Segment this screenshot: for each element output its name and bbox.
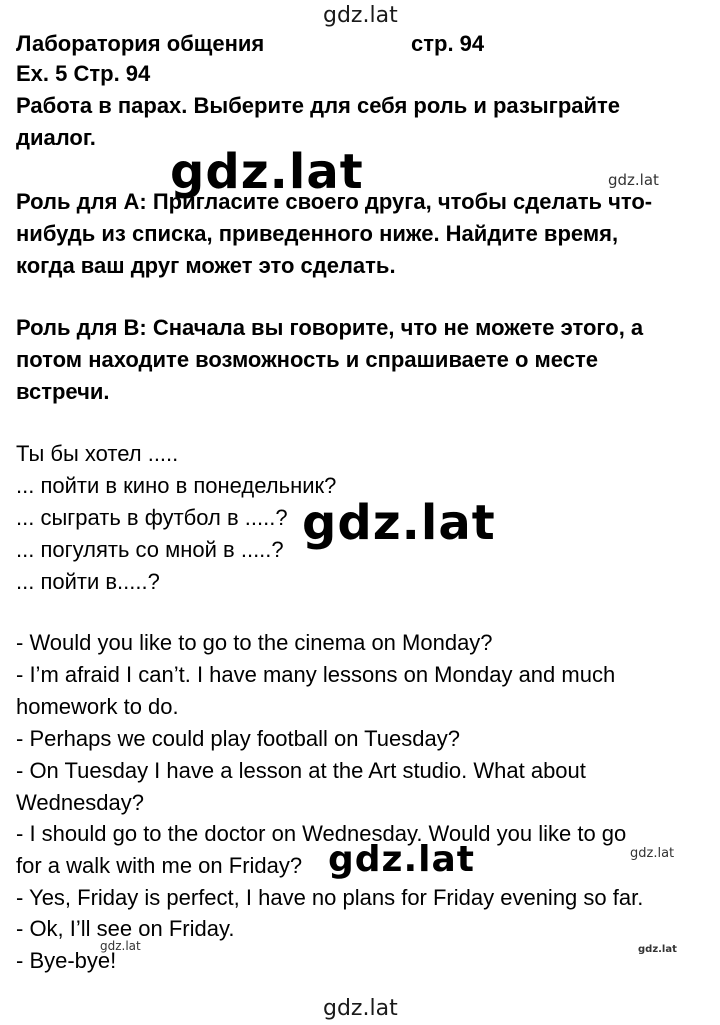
role-a-line-1: Роль для А: Пригласите своего друга, чтобы сделать что- xyxy=(16,189,653,214)
variant-item: ... погулять со мной в .....? xyxy=(16,537,284,562)
task-instruction-line-2: диалог. xyxy=(16,125,96,150)
role-a-line-2: нибудь из списка, приведенного ниже. Найдите время, xyxy=(16,221,619,246)
task-instruction-line-1: Работа в парах. Выберите для себя роль и разыграйте xyxy=(16,93,621,118)
watermark-top: gdz.lat xyxy=(323,3,398,28)
watermark-small: gdz.lat xyxy=(638,944,677,955)
role-b-line-2: потом находите возможность и спрашиваете о месте xyxy=(16,347,599,372)
watermark-small: gdz.lat xyxy=(608,171,659,189)
watermark-large: gdz.lat xyxy=(302,495,496,551)
role-b-line-3: встречи. xyxy=(16,379,110,404)
dialogue-line: - Would you like to go to the cinema on Monday? xyxy=(16,630,493,655)
dialogue-line: for a walk with me on Friday? xyxy=(16,853,303,878)
role-a-line-3: когда ваш друг может это сделать. xyxy=(16,253,396,278)
section-title: Лаборатория общения xyxy=(16,31,265,56)
dialogue-line: - On Tuesday I have a lesson at the Art studio. What about xyxy=(16,758,586,783)
dialogue-line: - I should go to the doctor on Wednesday. Would you like to go xyxy=(16,821,627,846)
dialogue-line: homework to do. xyxy=(16,694,179,719)
role-b-line-1: Роль для В: Сначала вы говорите, что не можете этого, а xyxy=(16,315,644,340)
variant-item: ... пойти в кино в понедельник? xyxy=(16,473,337,498)
variant-item: ... сыграть в футбол в .....? xyxy=(16,505,288,530)
variant-item: ... пойти в.....? xyxy=(16,569,160,594)
watermark-bottom: gdz.lat xyxy=(323,996,398,1021)
watermark-large: gdz.lat xyxy=(328,839,476,880)
dialogue-line: Wednesday? xyxy=(16,790,145,815)
exercise-label: Ex. 5 Стр. 94 xyxy=(16,61,151,86)
dialogue-line: - Yes, Friday is perfect, I have no plans for Friday evening so far. xyxy=(16,885,644,910)
dialogue-line: - Perhaps we could play football on Tuesday? xyxy=(16,726,460,751)
dialogue-line: - Bye-bye! xyxy=(16,948,117,973)
variants-intro: Ты бы хотел ..... xyxy=(16,441,179,466)
watermark-small: gdz.lat xyxy=(630,846,675,861)
dialogue-line: - Ok, I’ll see on Friday. xyxy=(16,916,235,941)
watermark-large: gdz.lat xyxy=(170,144,364,200)
page-reference: стр. 94 xyxy=(411,31,485,56)
dialogue-line: - I’m afraid I can’t. I have many lessons on Monday and much xyxy=(16,662,616,687)
watermark-small: gdz.lat xyxy=(100,939,141,953)
